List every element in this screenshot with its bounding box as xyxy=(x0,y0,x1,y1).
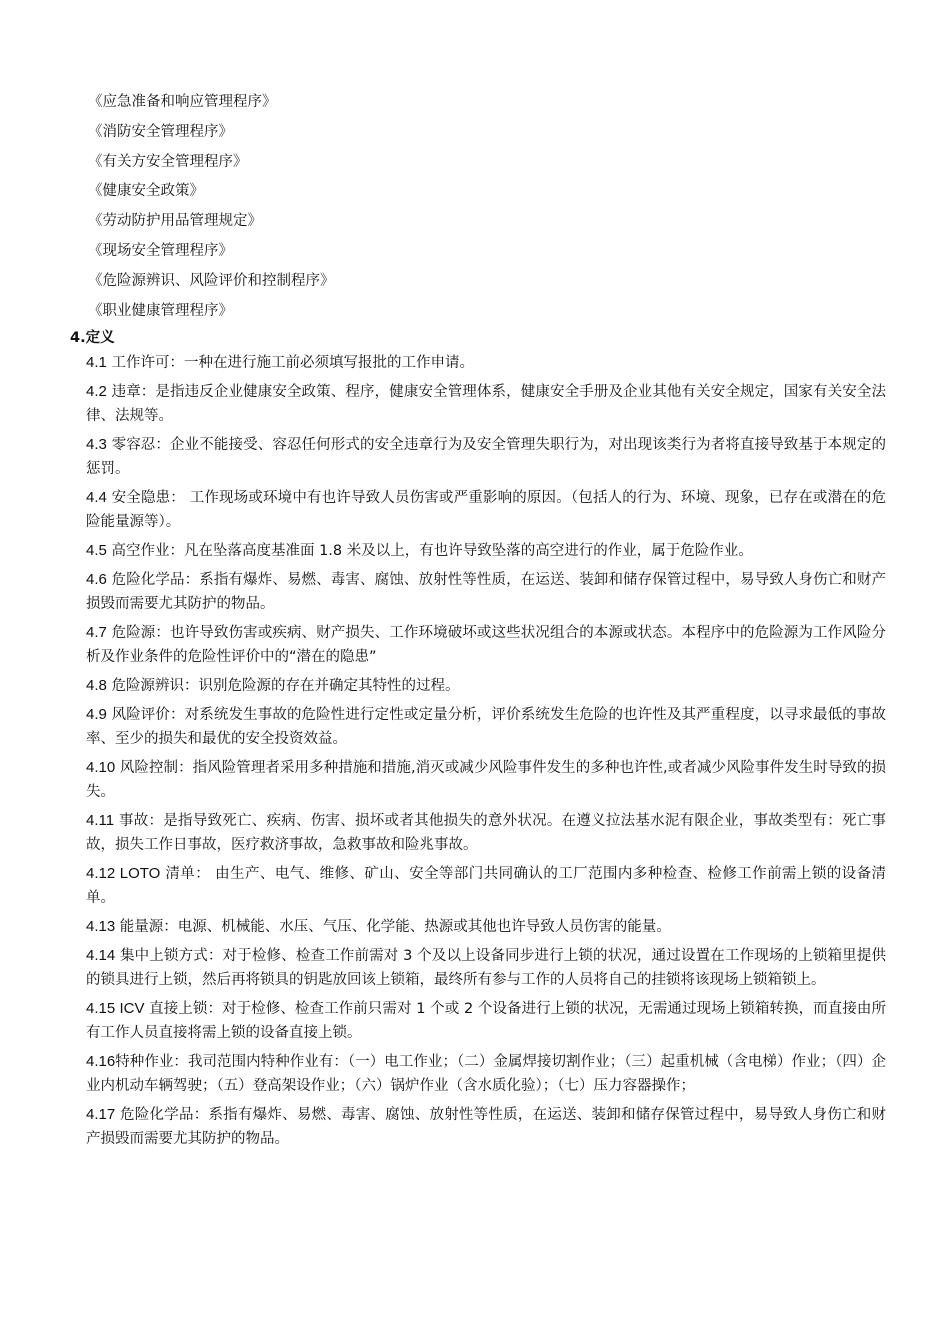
definition-number: 4.14 xyxy=(86,947,116,964)
reference-item: 《职业健康管理程序》 xyxy=(88,302,233,319)
definition-item xyxy=(86,380,886,428)
definition-number: 4.7 xyxy=(86,624,107,641)
definition-text: 特种作业：我司范围内特种作业有：（一）电工作业；（二）金属焊接切割作业；（三）起重机械（含电梯）作业；（四）企业内机动车辆驾驶；（五）登高架设作业；（六）锅炉作业（含水质化验）；（七）压力容器操作； xyxy=(86,1054,886,1094)
definition-item xyxy=(86,915,886,939)
definition-item xyxy=(86,997,886,1045)
definition-item xyxy=(86,1050,886,1098)
reference-item: 《应急准备和响应管理程序》 xyxy=(88,94,277,110)
definition-number: 4.12 LOTO xyxy=(86,865,161,882)
definition-item xyxy=(86,539,886,563)
definition-text: 清单： 由生产、电气、维修、矿山、安全等部门共同确认的工厂范围内多种检查、检修工作前需上锁的设备清单。 xyxy=(86,866,887,906)
definition-number: 4.1 xyxy=(86,354,107,371)
definition-text: 事故：是指导致死亡、疾病、伤害、损坏或者其他损失的意外状况。在遵义拉法基水泥有限企业，事故类型有：死亡事故，损失工作日事故，医疗救济事故，急救事故和险兆事故。 xyxy=(86,813,886,853)
definition-item xyxy=(86,674,886,698)
definition-text: 零容忍：企业不能接受、容忍任何形式的安全违章行为及安全管理失职行为，对出现该类行为者将直接导致基于本规定的惩罚。 xyxy=(86,437,886,477)
definition-text: 能量源：电源、机械能、水压、气压、化学能、热源或其他也许导致人员伤害的能量。 xyxy=(115,919,671,935)
definition-item xyxy=(86,703,886,751)
definition-number: 4.17 xyxy=(86,1106,116,1123)
definition-item xyxy=(86,1103,886,1151)
reference-item: 《消防安全管理程序》 xyxy=(88,123,233,140)
definition-item xyxy=(86,809,886,857)
definition-item xyxy=(86,621,886,669)
definition-text: 风险评价：对系统发生事故的危险性进行定性或定量分析，评价系统发生危险的也许性及其严重程度，以寻求最低的事故率、至少的损失和最优的安全投资效益。 xyxy=(86,707,886,747)
definition-text: 高空作业：凡在坠落高度基准面 1.8 米及以上，有也许导致坠落的高空进行的作业，属于危险作业。 xyxy=(106,543,753,559)
reference-list xyxy=(88,88,868,326)
reference-item: 《现场安全管理程序》 xyxy=(88,242,233,259)
definition-item xyxy=(86,433,886,481)
definition-number: 4.11 xyxy=(86,812,115,829)
definition-number: 4.13 xyxy=(86,918,116,935)
definition-number: 4.9 xyxy=(86,706,107,723)
definition-text: 危险化学品：系指有爆炸、易燃、毒害、腐蚀、放射性等性质，在运送、装卸和储存保管过程中，易导致人身伤亡和财产损毁而需要尤其防护的物品。 xyxy=(86,1107,886,1147)
definition-text: 危险源：也许导致伤害或疾病、财产损失、工作环境破坏或这些状况组合的本源或状态。本程序中的危险源为工作风险分析及作业条件的危险性评价中的“潜在的隐患” xyxy=(86,625,886,665)
definition-text: 危险源辨识：识别危险源的存在并确定其特性的过程。 xyxy=(106,678,460,694)
definition-item xyxy=(86,756,886,804)
definition-number: 4.5 xyxy=(86,542,107,559)
definition-text: 风险控制：指风险管理者采用多种措施和措施,消灭或减少风险事件发生的多种也许性,或者减少风险事件发生时导致的损失。 xyxy=(86,760,886,800)
reference-item: 《劳动防护用品管理规定》 xyxy=(88,213,262,230)
definition-item xyxy=(86,486,886,534)
definition-text: 直接上锁：对于检修、检查工作前只需对 1 个或 2 个设备进行上锁的状况，无需通过现场上锁箱转换，而直接由所有工作人员直接将需上锁的设备直接上锁。 xyxy=(86,1001,886,1041)
reference-item: 《危险源辨识、风险评价和控制程序》 xyxy=(88,272,335,289)
definition-item xyxy=(86,862,886,910)
definition-number: 4.15 ICV xyxy=(86,1000,145,1017)
section-heading: 4.定义 xyxy=(70,330,115,346)
definition-number: 4.2 xyxy=(86,383,107,400)
definition-number: 4.6 xyxy=(86,571,107,588)
definition-text: 安全隐患： 工作现场或环境中有也许导致人员伤害或严重影响的原因。（包括人的行为、环境、现象，已存在或潜在的危险能量源等）。 xyxy=(86,490,886,530)
definition-text: 工作许可：一种在进行施工前必须填写报批的工作申请。 xyxy=(106,355,474,371)
definition-number: 4.16 xyxy=(86,1053,116,1070)
reference-item: 《健康安全政策》 xyxy=(88,183,204,200)
definition-item xyxy=(86,351,886,375)
definition-number: 4.3 xyxy=(86,436,107,453)
definition-list xyxy=(86,351,886,1156)
definition-number: 4.8 xyxy=(86,677,107,694)
definition-text: 违章：是指违反企业健康安全政策、程序，健康安全管理体系，健康安全手册及企业其他有关安全规定，国家有关安全法律、法规等。 xyxy=(86,384,886,424)
definition-item xyxy=(86,568,886,616)
definition-text: 危险化学品：系指有爆炸、易燃、毒害、腐蚀、放射性等性质，在运送、装卸和储存保管过程中，易导致人身伤亡和财产损毁而需要尤其防护的物品。 xyxy=(86,572,886,612)
reference-item: 《有关方安全管理程序》 xyxy=(88,153,248,170)
definition-text: 集中上锁方式：对于检修、检查工作前需对 3 个及以上设备同步进行上锁的状况，通过设置在工作现场的上锁箱里提供的锁具进行上锁，然后再将锁具的钥匙放回该上锁箱，最终所有参与工作的人员将自己的挂锁将该现场上锁箱锁上。 xyxy=(86,948,886,988)
definition-number: 4.10 xyxy=(86,759,116,776)
definition-number: 4.4 xyxy=(86,489,107,506)
definition-item xyxy=(86,944,886,992)
